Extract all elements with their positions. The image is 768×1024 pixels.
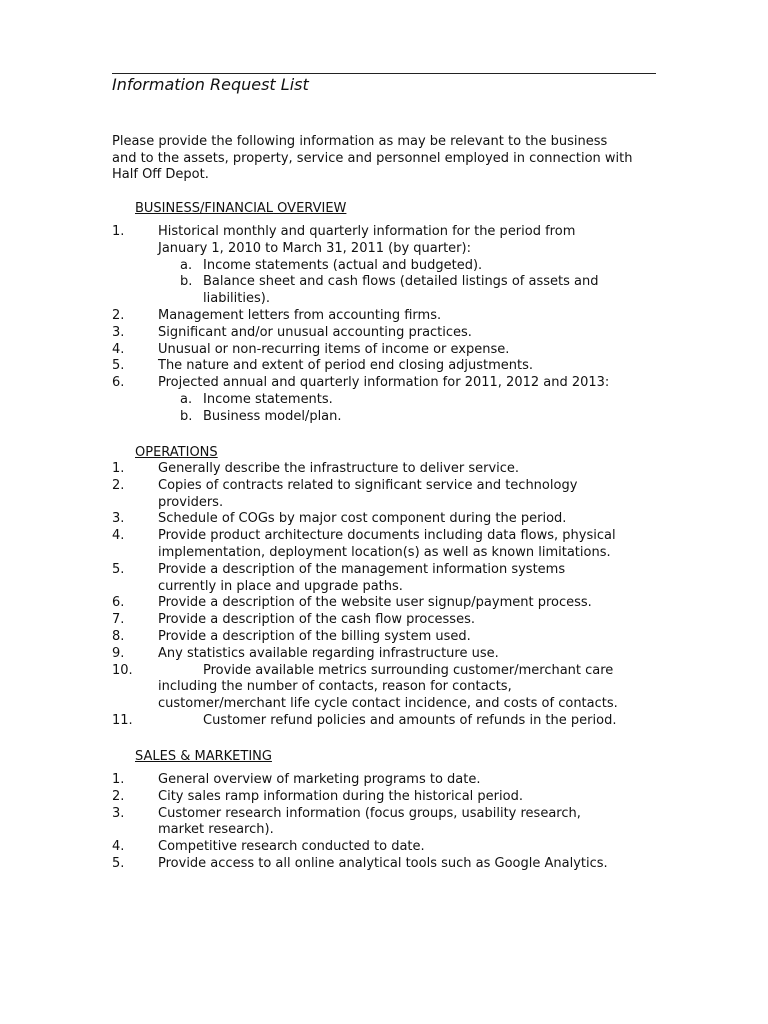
item-text: Projected annual and quarterly information for 2011, 2012 and 2013: [158,375,610,391]
item-text: currently in place and upgrade paths. [158,578,403,594]
top-rule [112,73,656,74]
list-item [112,478,657,495]
intro-line: Please provide the following information as may be relevant to the business [112,134,608,149]
list-item [112,789,657,806]
item-text: January 1, 2010 to March 31, 2011 (by quarter): [158,240,471,256]
item-text: including the number of contacts, reason for contacts, [158,679,512,695]
item-text: implementation, deployment location(s) as well as known limitations. [158,544,611,560]
item-number: 7. [112,612,125,628]
sub-item-letter: a. [180,391,193,407]
document-page [112,0,657,1024]
item-number: 1. [112,461,125,476]
list-item [112,806,657,823]
list-item [112,713,657,730]
item-number: 1. [112,224,125,239]
list-item [112,342,657,359]
sub-item-text: Income statements. [203,391,333,407]
document-title: Information Request List [112,75,309,94]
sub-item-letter: b. [180,274,193,290]
sub-item [112,409,657,426]
sub-item [112,274,657,291]
item-text: customer/merchant life cycle contact incidence, and costs of contacts. [158,696,618,712]
list-item [112,562,657,579]
sub-item-text: Income statements (actual and budgeted). [203,257,483,273]
item-number: 2. [112,788,125,804]
item-text: Customer refund policies and amounts of refunds in the period. [203,712,617,728]
item-text: The nature and extent of period end closing adjustments. [158,358,534,374]
item-number: 6. [112,375,125,391]
item-text: City sales ramp information during the historical period. [158,788,523,804]
list-item [112,528,657,545]
sub-item [112,392,657,409]
item-text: Competitive research conducted to date. [158,839,425,855]
item-number: 10. [112,662,133,678]
intro-line: Half Off Depot. [112,167,209,183]
item-number: 1. [112,772,125,787]
item-text: Significant and/or unusual accounting practices. [158,324,472,340]
list-item [112,839,657,856]
list-item [112,856,657,873]
item-text: Provide a description of the management information systems [158,561,566,577]
item-number: 3. [112,511,125,527]
intro-line: and to the assets, property, service and personnel employed in connection with [112,150,633,166]
item-text: Provide a description of the cash flow processes. [158,612,475,628]
item-text: market research). [158,822,274,838]
list-item [112,461,657,478]
list-item [112,308,657,325]
business-list [112,224,657,426]
list-item [112,629,657,646]
item-number: 9. [112,645,125,661]
list-item [112,663,657,680]
item-text: providers. [158,494,224,510]
section-heading-operations: OPERATIONS [135,445,218,460]
sales-list [112,772,657,873]
sub-item-text: Balance sheet and cash flows (detailed listings of assets and [203,274,599,290]
item-text: Management letters from accounting firms. [158,307,442,323]
sub-item-letter: b. [180,408,193,424]
item-text: Provide a description of the website user signup/payment process. [158,595,592,611]
item-text: Schedule of COGs by major cost component during the period. [158,511,567,527]
item-number: 11. [112,712,133,728]
item-number: 4. [112,839,125,855]
item-number: 5. [112,561,125,577]
item-text: Generally describe the infrastructure to deliver service. [158,461,520,476]
item-number: 6. [112,595,125,611]
section-heading-business: BUSINESS/FINANCIAL OVERVIEW [135,201,347,216]
sub-item [112,258,657,275]
list-item [112,375,657,392]
item-number: 5. [112,358,125,374]
item-text: Copies of contracts related to significant service and technology [158,477,578,493]
item-number: 2. [112,477,125,493]
item-number: 4. [112,341,125,357]
sub-item-text: Business model/plan. [203,408,342,424]
item-text: Any statistics available regarding infrastructure use. [158,645,499,661]
item-number: 3. [112,805,125,821]
item-number: 8. [112,628,125,644]
list-item [112,511,657,528]
item-text: Provide access to all online analytical tools such as Google Analytics. [158,855,608,871]
item-number: 3. [112,324,125,340]
list-item [112,358,657,375]
item-text: Provide product architecture documents including data flows, physical [158,528,616,544]
item-text: General overview of marketing programs to date. [158,772,481,787]
intro-paragraph [112,134,657,184]
item-number: 2. [112,307,125,323]
operations-list [112,461,657,730]
item-number: 4. [112,528,125,544]
list-item [112,612,657,629]
item-text: Provide available metrics surrounding customer/merchant care [203,662,614,678]
list-item [112,646,657,663]
item-text: Provide a description of the billing system used. [158,628,471,644]
sub-item-text: liabilities). [203,291,270,307]
item-text: Customer research information (focus groups, usability research, [158,805,581,821]
item-number: 5. [112,855,125,871]
section-heading-sales: SALES & MARKETING [135,749,272,764]
item-text: Unusual or non-recurring items of income or expense. [158,341,510,357]
item-text: Historical monthly and quarterly information for the period from [158,224,576,239]
sub-item-letter: a. [180,257,193,273]
list-item [112,772,657,789]
list-item [112,595,657,612]
list-item [112,325,657,342]
list-item [112,224,657,241]
